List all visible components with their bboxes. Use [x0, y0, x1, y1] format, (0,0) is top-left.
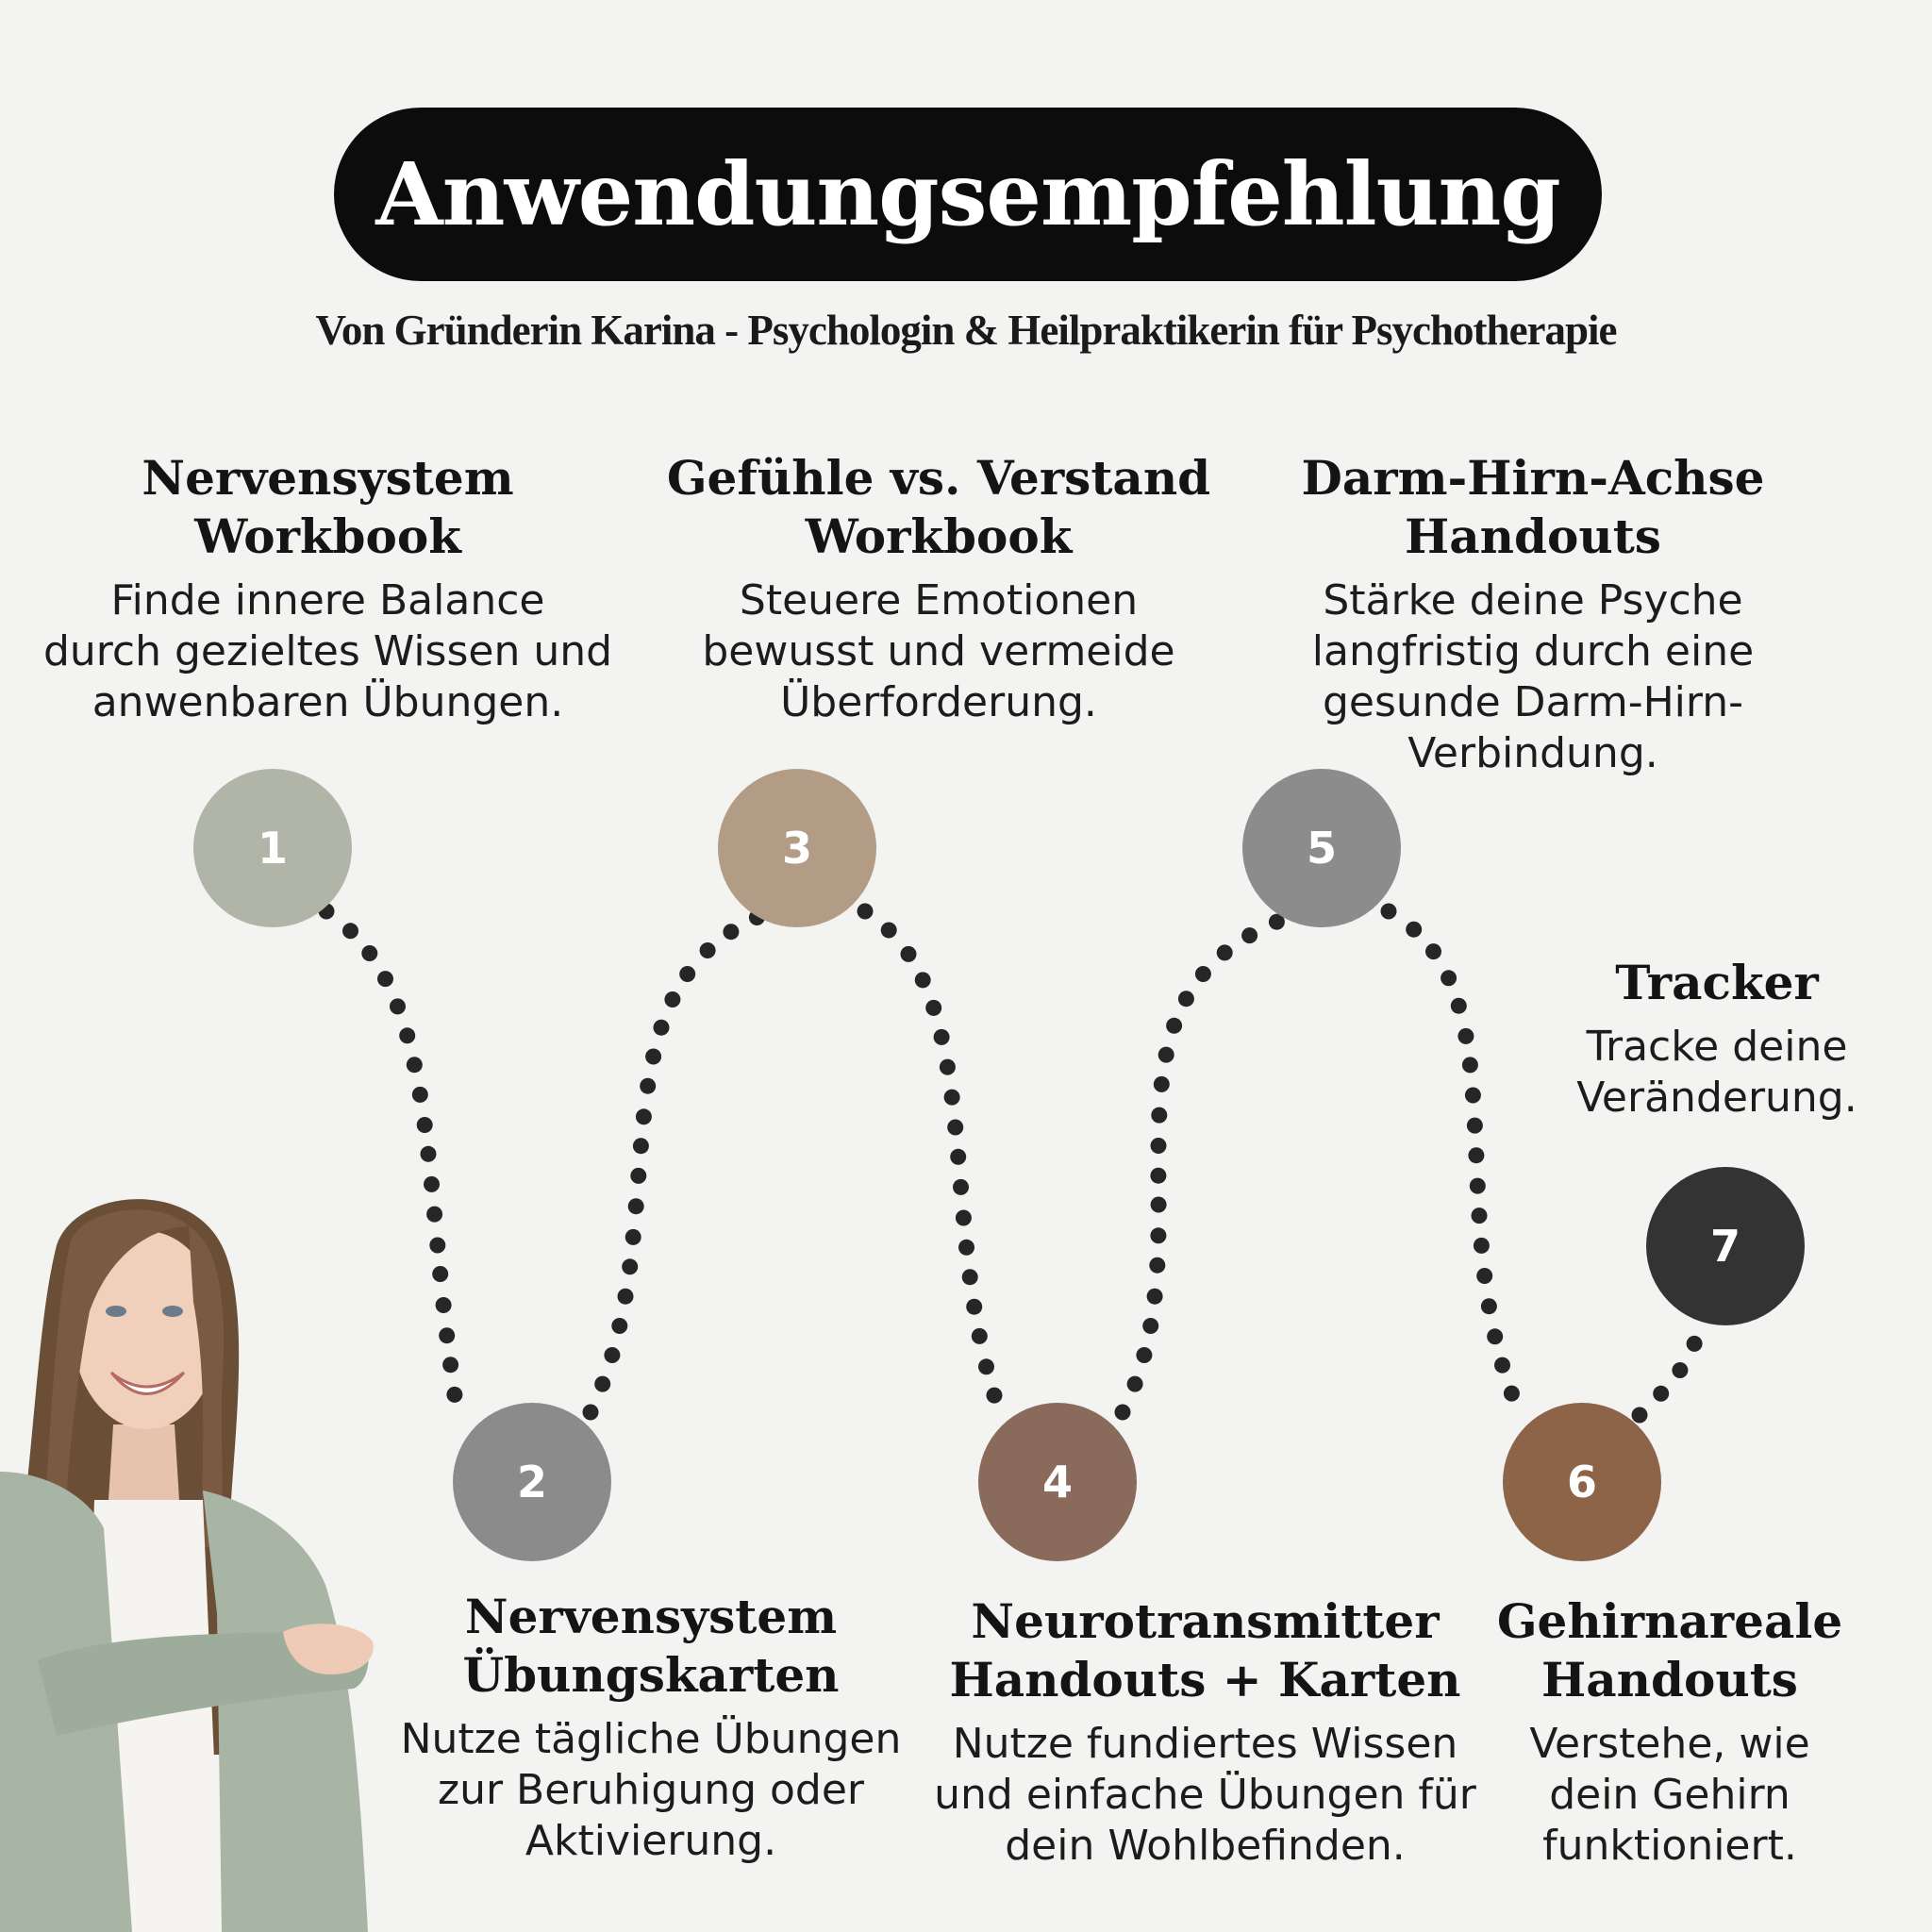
path-dot: [342, 923, 358, 939]
step-1-title: Nervensystem Workbook: [142, 450, 514, 564]
path-dot: [1474, 1238, 1490, 1254]
path-dot: [1451, 998, 1467, 1014]
path-dot: [944, 1090, 960, 1106]
path-dot: [858, 904, 874, 920]
path-dot: [1472, 1208, 1488, 1224]
path-dot: [1467, 1118, 1483, 1134]
step-2-title: Nervensystem Übungskarten: [462, 1589, 840, 1703]
step-6-description: Verstehe, wie dein Gehirn funktioniert.: [1529, 1720, 1810, 1870]
path-dot: [1425, 943, 1441, 959]
path-dot: [432, 1266, 448, 1282]
path-dot: [1150, 1168, 1166, 1184]
path-dot: [1487, 1328, 1503, 1344]
path-dot: [972, 1328, 988, 1344]
step-7-description: Tracke deine Veränderung.: [1576, 1023, 1857, 1122]
path-dot: [636, 1108, 652, 1124]
path-dot: [1406, 922, 1422, 938]
step-1-description: Finde innere Balance durch gezieltes Wissen und anwenbaren Übungen.: [42, 576, 613, 726]
path-dot: [645, 1049, 661, 1065]
path-dot: [611, 1318, 627, 1334]
step-1-number: 1: [257, 823, 288, 874]
path-dot: [1158, 1047, 1174, 1063]
path-dot: [1465, 1088, 1481, 1104]
path-dot: [426, 1207, 442, 1223]
path-dot: [429, 1238, 445, 1254]
subtitle: Von Gründerin Karina - Psychologin & Heilpraktikerin für Psychotherapie: [315, 307, 1617, 354]
path-dot: [1241, 927, 1257, 943]
step-4-number: 4: [1041, 1457, 1073, 1507]
path-dot: [1147, 1289, 1163, 1305]
step-7-number: 7: [1709, 1221, 1740, 1272]
path-dot: [618, 1289, 634, 1305]
path-dot: [446, 1387, 462, 1403]
path-dot: [442, 1357, 458, 1373]
path-dot: [1470, 1178, 1486, 1194]
step-5-circle: [1242, 769, 1401, 927]
step-4-text: [929, 1592, 1481, 1872]
path-dot: [1127, 1376, 1143, 1392]
path-dot: [412, 1087, 428, 1103]
path-dot: [700, 942, 716, 958]
path-dot: [640, 1078, 656, 1094]
path-dot: [881, 923, 897, 939]
step-2-circle: [453, 1403, 611, 1561]
path-dot: [958, 1240, 974, 1256]
step-1-text: [28, 449, 627, 728]
path-dot: [421, 1146, 437, 1162]
step-6-circle: [1503, 1403, 1661, 1561]
path-dot: [1687, 1336, 1703, 1352]
path-dot: [436, 1297, 452, 1313]
path-dot: [679, 966, 695, 982]
path-dot: [1166, 1018, 1182, 1034]
path-dot: [947, 1120, 963, 1136]
step-3-text: [641, 449, 1236, 728]
path-dot: [1481, 1298, 1497, 1314]
path-dot: [1504, 1386, 1520, 1402]
path-dot: [1672, 1362, 1688, 1378]
path-dot: [915, 972, 931, 988]
path-dot: [628, 1198, 644, 1214]
step-5-title: Darm-Hirn-Achse Handouts: [1301, 450, 1765, 564]
path-dot: [633, 1138, 649, 1154]
path-dot: [630, 1168, 646, 1184]
path-dot: [1468, 1147, 1484, 1163]
step-1-circle: [193, 769, 352, 927]
step-5-number: 5: [1306, 823, 1337, 874]
path-dot: [604, 1347, 620, 1363]
step-4-circle: [978, 1403, 1137, 1561]
step-4-title: Neurotransmitter Handouts + Karten: [949, 1593, 1461, 1707]
path-dot: [377, 971, 393, 987]
path-dot: [583, 1405, 599, 1421]
step-3-number: 3: [781, 823, 812, 874]
path-dot: [424, 1176, 440, 1192]
step-3-title: Gefühle vs. Verstand Workbook: [666, 450, 1211, 564]
step-2-number: 2: [516, 1457, 547, 1507]
path-dot: [940, 1059, 956, 1075]
path-dot: [1476, 1268, 1492, 1284]
step-5-text: [1255, 449, 1811, 779]
path-dot: [625, 1229, 641, 1245]
path-dot: [399, 1027, 415, 1043]
path-dot: [1457, 1028, 1474, 1044]
path-dot: [417, 1117, 433, 1133]
path-dot: [1154, 1076, 1170, 1092]
path-dot: [925, 1000, 941, 1016]
step-2-text: [382, 1588, 920, 1867]
path-dot: [950, 1149, 966, 1165]
path-dot: [1151, 1138, 1167, 1154]
path-dot: [1151, 1108, 1167, 1124]
path-dot: [1441, 970, 1457, 986]
path-dot: [1151, 1197, 1167, 1213]
path-dot: [1195, 966, 1211, 982]
path-dot: [1136, 1347, 1152, 1363]
path-dot: [622, 1258, 638, 1274]
path-dot: [1115, 1405, 1131, 1421]
step-7-text: [1547, 954, 1887, 1124]
path-dot: [1653, 1386, 1669, 1402]
path-dot: [1494, 1357, 1510, 1374]
step-4-description: Nutze fundiertes Wissen und einfache Übungen für dein Wohlbefinden.: [934, 1720, 1476, 1870]
path-dot: [390, 998, 406, 1014]
path-dot: [439, 1327, 455, 1343]
path-dot: [407, 1057, 423, 1073]
path-dot: [934, 1029, 950, 1045]
path-dot: [594, 1376, 610, 1392]
path-dot: [966, 1299, 982, 1315]
path-dot: [901, 946, 917, 962]
path-dot: [1150, 1227, 1166, 1243]
founder-portrait: [0, 1189, 396, 1932]
path-dot: [956, 1210, 972, 1226]
path-dot: [723, 924, 739, 940]
step-7-circle: [1646, 1167, 1805, 1325]
step-6-title: Gehirnareale Handouts: [1496, 1593, 1843, 1707]
path-dot: [1632, 1407, 1648, 1424]
step-2-description: Nutze tägliche Übungen zur Beruhigung oder Aktivierung.: [400, 1715, 902, 1865]
step-3-circle: [718, 769, 876, 927]
path-dot: [953, 1179, 969, 1195]
path-dot: [664, 991, 680, 1008]
path-dot: [654, 1020, 670, 1036]
path-dot: [962, 1269, 978, 1285]
step-6-text: [1491, 1592, 1849, 1872]
path-dot: [978, 1358, 994, 1374]
path-dot: [1381, 904, 1397, 920]
path-dot: [987, 1388, 1003, 1404]
path-dot: [1217, 944, 1233, 960]
step-5-description: Stärke deine Psyche langfristig durch eine gesunde Darm-Hirn- Verbindung.: [1311, 576, 1755, 777]
step-3-description: Steuere Emotionen bewusst und vermeide Überforderung.: [702, 576, 1175, 726]
page-title: Anwendungsempfehlung: [375, 143, 1560, 245]
step-6-number: 6: [1566, 1457, 1597, 1507]
step-7-title: Tracker: [1615, 955, 1819, 1010]
path-dot: [1462, 1057, 1478, 1073]
path-dot: [1142, 1318, 1158, 1334]
path-dot: [361, 945, 377, 961]
path-dot: [1178, 991, 1194, 1007]
path-dot: [1149, 1257, 1165, 1274]
